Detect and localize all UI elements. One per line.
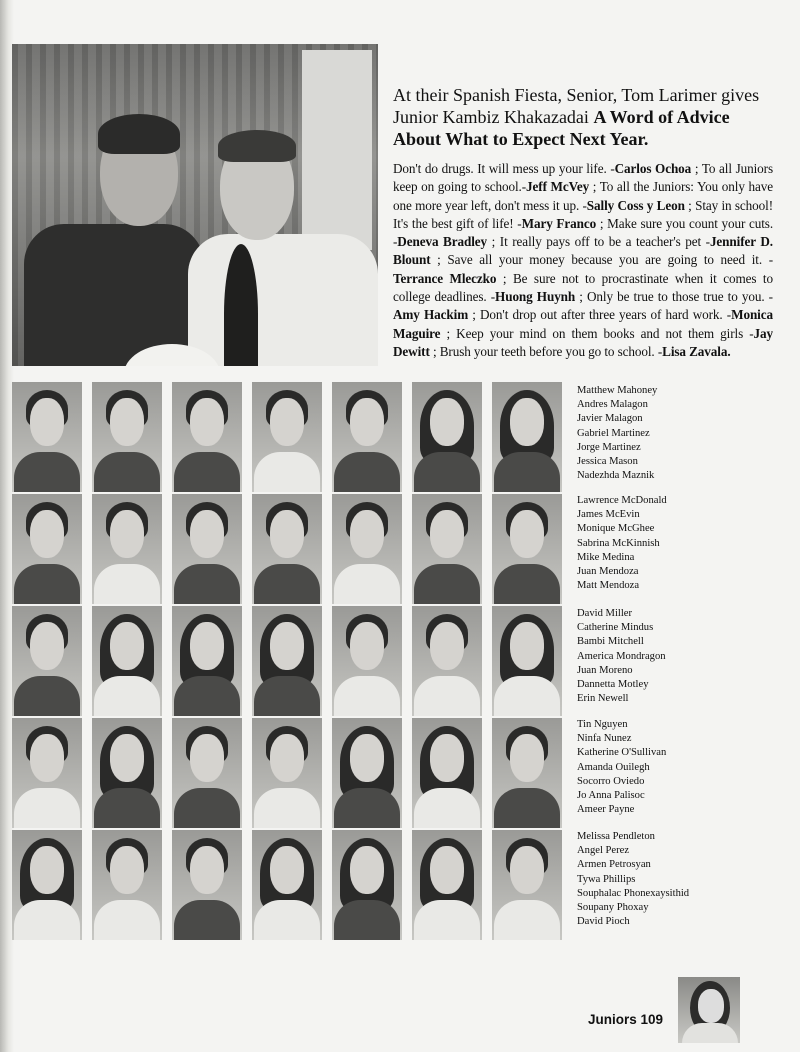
quote-text: ; Keep your mind on them books and not them girls - xyxy=(440,325,754,341)
quote-text: ; Be sure not to procrastinate when it comes to college deadlines. - xyxy=(393,270,773,305)
photo-window xyxy=(302,50,372,250)
student-name: Monique McGhee xyxy=(577,523,655,535)
name-list xyxy=(577,494,777,593)
name-list xyxy=(577,718,777,817)
student-name: Gabriel Martinez xyxy=(577,427,650,439)
portrait xyxy=(172,718,242,828)
caption-title: A Word of Advice About What to Expect Next Year. xyxy=(393,107,730,149)
student-name: Lawrence McDonald xyxy=(577,495,667,506)
quote-text: ; Save all your money because you are going to need it. - xyxy=(430,252,773,268)
portrait xyxy=(92,830,162,940)
name-list xyxy=(577,830,777,929)
portrait xyxy=(332,494,402,604)
quote-author: Jennifer D. Blount xyxy=(393,234,773,268)
portrait xyxy=(412,718,482,828)
quote-text: Don't do drugs. It will mess up your life. - xyxy=(393,161,615,176)
student-name: Nadezhda Maznik xyxy=(577,470,655,482)
caption-lead: At their Spanish Fiesta, Senior, Tom Larimer gives Junior Kambiz Khakazadai xyxy=(393,85,760,127)
student-name: Socorro Oviedo xyxy=(577,775,645,787)
portrait-row xyxy=(12,606,564,716)
student-name: Andres Malagon xyxy=(577,399,648,411)
portrait-row xyxy=(12,494,564,604)
student-name: Amanda Ouilegh xyxy=(577,761,650,773)
portrait xyxy=(492,494,562,604)
student-name: Melissa Pendleton xyxy=(577,831,655,842)
portrait xyxy=(12,718,82,828)
quote-author: Carlos Ochoa xyxy=(614,161,692,176)
quote-author: Amy Hackim xyxy=(393,307,469,323)
portrait xyxy=(332,718,402,828)
student-name: Armen Petrosyan xyxy=(577,859,651,871)
quote-author: Jeff McVey xyxy=(526,179,590,195)
quote-author: Monica Maguire xyxy=(393,307,773,341)
quote-text: ; Don't drop out after three years of hard work. - xyxy=(468,307,732,323)
quote-author: Huong Huynh xyxy=(495,289,576,305)
portrait xyxy=(412,606,482,716)
student-right-body xyxy=(188,234,378,366)
quote-text: ; Make sure you count your cuts. - xyxy=(393,215,774,250)
quote-author: Sally Coss y Leon xyxy=(586,197,685,213)
quote-author: Deneva Bradley xyxy=(397,234,488,250)
student-name: Ameer Payne xyxy=(577,804,635,816)
student-name: Bambi Mitchell xyxy=(577,636,644,648)
student-name: Tin Nguyen xyxy=(577,719,628,730)
portrait xyxy=(492,830,562,940)
portrait xyxy=(332,606,402,716)
portrait xyxy=(332,830,402,940)
portrait xyxy=(92,606,162,716)
portrait xyxy=(12,382,82,492)
student-name: Erin Newell xyxy=(577,693,629,705)
feature-photo xyxy=(12,44,378,366)
footer-portrait xyxy=(678,977,740,1043)
student-left-hair xyxy=(98,114,180,154)
portrait xyxy=(172,382,242,492)
student-name: Javier Malagon xyxy=(577,413,643,425)
portrait xyxy=(12,606,82,716)
student-name: Mike Medina xyxy=(577,551,635,563)
name-list xyxy=(577,384,777,483)
portrait xyxy=(412,494,482,604)
student-name: Jorge Martinez xyxy=(577,441,641,453)
student-name: America Mondragon xyxy=(577,650,666,662)
quote-text: ; Brush your teeth before you go to school. - xyxy=(429,343,663,359)
portrait xyxy=(332,382,402,492)
portrait xyxy=(252,718,322,828)
student-name: James McEvin xyxy=(577,509,640,521)
quote-text: ; Only be true to those true to you. - xyxy=(575,289,773,305)
student-name: Angel Perez xyxy=(577,845,630,857)
portrait xyxy=(92,494,162,604)
portrait xyxy=(492,382,562,492)
student-name: David Pioch xyxy=(577,916,630,928)
student-name: Juan Moreno xyxy=(577,664,633,676)
page-footer xyxy=(588,1012,663,1027)
quote-text: ; To all the Juniors: You only have one more year left, don't mess it up. - xyxy=(393,179,773,213)
portrait xyxy=(172,606,242,716)
quote-author: Mary Franco xyxy=(521,215,597,231)
quote-author: Terrance Mleczko xyxy=(393,270,497,286)
quote-text: ; Stay in school! It's the best gift of life! - xyxy=(393,197,774,231)
portrait xyxy=(492,606,562,716)
portrait-row xyxy=(12,718,564,828)
quote-author: Lisa Zavala. xyxy=(662,343,731,359)
student-name: Dannetta Motley xyxy=(577,679,649,691)
student-right-hair xyxy=(218,130,296,162)
student-name: Jo Anna Palisoc xyxy=(577,790,645,802)
student-name: Matt Mendoza xyxy=(577,580,640,592)
student-name: Ninfa Nunez xyxy=(577,733,632,745)
student-name: Catherine Mindus xyxy=(577,622,654,634)
student-name: Sabrina McKinnish xyxy=(577,537,660,549)
student-name: Souphalac Phonexaysithid xyxy=(577,887,690,899)
portrait xyxy=(12,830,82,940)
student-name: Soupany Phoxay xyxy=(577,902,649,914)
student-name: David Miller xyxy=(577,608,633,619)
portrait xyxy=(252,494,322,604)
portrait xyxy=(252,830,322,940)
portrait xyxy=(412,830,482,940)
portrait xyxy=(252,382,322,492)
portrait xyxy=(92,382,162,492)
student-name: Katherine O'Sullivan xyxy=(577,747,667,759)
name-list xyxy=(577,607,777,706)
quote-text: ; To all Juniors keep on going to school.- xyxy=(393,161,773,195)
portrait-row xyxy=(12,382,564,492)
page-number: 109 xyxy=(640,1012,664,1027)
advice-quotes xyxy=(393,160,773,361)
portrait xyxy=(492,718,562,828)
portrait xyxy=(252,606,322,716)
student-name: Tywa Phillips xyxy=(577,873,636,885)
quote-text: ; It really pays off to be a teacher's pet - xyxy=(487,234,710,250)
student-name: Jessica Mason xyxy=(577,456,638,468)
student-name: Juan Mendoza xyxy=(577,566,639,578)
portrait xyxy=(12,494,82,604)
student-name: Matthew Mahoney xyxy=(577,385,658,396)
photo-caption xyxy=(393,84,773,150)
portrait-row xyxy=(12,830,564,940)
portrait xyxy=(92,718,162,828)
portrait xyxy=(172,494,242,604)
portrait xyxy=(412,382,482,492)
portrait xyxy=(172,830,242,940)
quote-author: Jay Dewitt xyxy=(393,325,773,359)
section-label: Juniors xyxy=(588,1012,637,1027)
